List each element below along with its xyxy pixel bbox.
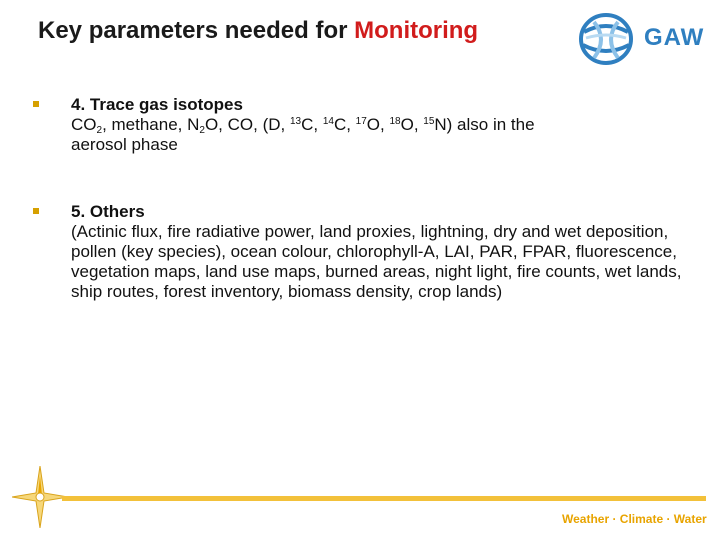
bullet-icon	[33, 208, 39, 214]
title-highlight: Monitoring	[354, 17, 479, 44]
footer-tagline: Weather · Climate · Water	[562, 512, 707, 526]
slide-title	[38, 17, 478, 45]
bullet-icon	[33, 101, 39, 107]
list-item-others	[71, 202, 691, 302]
globe-icon	[578, 12, 638, 66]
item-heading: 5. Others	[71, 202, 145, 221]
logo-text: GAW	[644, 24, 705, 51]
footer-divider	[62, 496, 706, 501]
item-line: $CO_2$, methane, $N_2O$, CO, (D, $^{13}$C, $^{14}$C, $^{17}$O, $^{18}$O, $^{15}$N) also in the	[71, 115, 535, 136]
list-item-isotopes	[71, 95, 691, 155]
item-heading: 4. Trace gas isotopes	[71, 95, 243, 114]
item-body: (Actinic flux, fire radiative power, land proxies, lightning, dry and wet deposition, pollen (key species), ocean colour, chlorophyll-A, LAI, PAR, FPAR, fluorescence, vegetation maps, land use maps, burned areas, night light, fire counts, wet lands, ship routes, forest inventory, biomass density, crop lands)	[71, 222, 682, 301]
item-line: aerosol phase	[71, 135, 178, 154]
compass-star-icon	[12, 466, 68, 528]
title-prefix: Key parameters needed for	[38, 17, 355, 44]
